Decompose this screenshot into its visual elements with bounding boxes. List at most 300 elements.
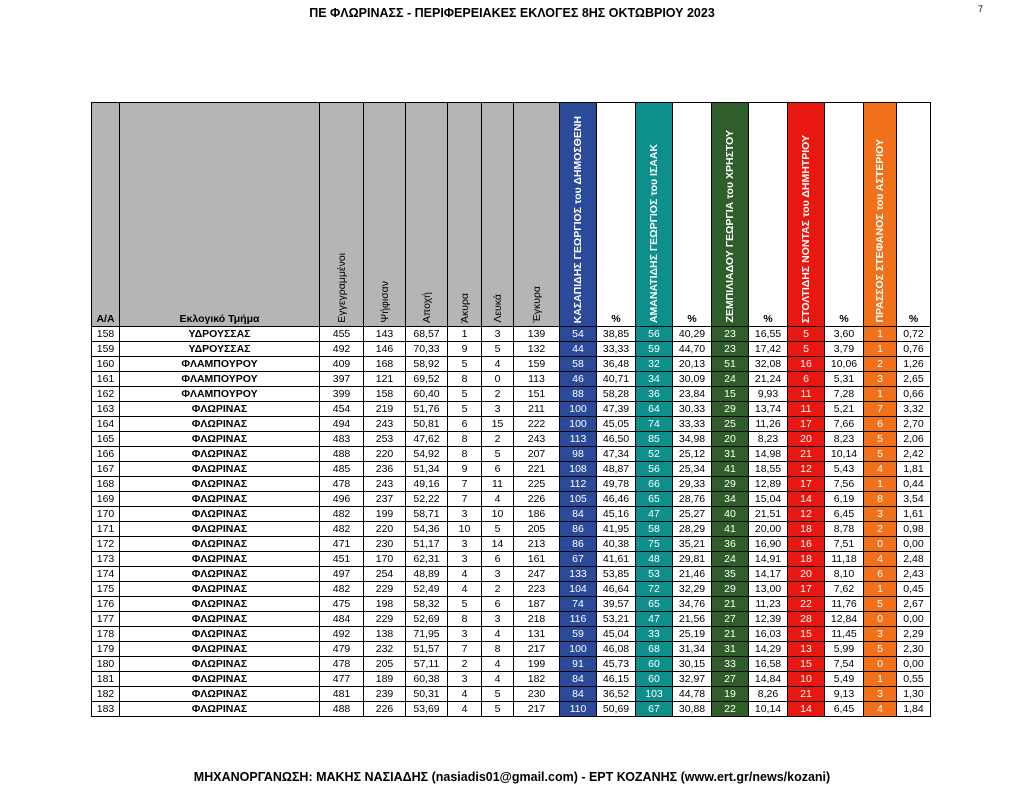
cell-valid: 226 — [514, 492, 560, 507]
cell-candidate-4-percent: 6,45 — [825, 507, 864, 522]
cell-candidate-1-percent: 47,39 — [597, 402, 636, 417]
cell-abstention: 48,89 — [406, 567, 448, 582]
cell-registered: 399 — [320, 387, 364, 402]
cell-candidate-1-votes: 116 — [560, 612, 597, 627]
cell-candidate-3-votes: 33 — [712, 657, 749, 672]
cell-candidate-3-votes: 36 — [712, 537, 749, 552]
cell-candidate-1-percent: 48,87 — [597, 462, 636, 477]
cell-candidate-4-votes: 28 — [788, 612, 825, 627]
cell-invalid: 3 — [448, 672, 482, 687]
cell-abstention: 58,71 — [406, 507, 448, 522]
cell-blank: 3 — [482, 327, 514, 342]
col-header-invalid: Άκυρα — [448, 103, 482, 327]
cell-candidate-5-percent: 1,84 — [897, 702, 931, 717]
cell-candidate-1-votes: 84 — [560, 672, 597, 687]
cell-candidate-3-votes: 25 — [712, 417, 749, 432]
cell-candidate-1-votes: 112 — [560, 477, 597, 492]
cell-abstention: 53,69 — [406, 702, 448, 717]
table-row — [92, 552, 931, 567]
cell-aa: 181 — [92, 672, 120, 687]
cell-invalid: 3 — [448, 627, 482, 642]
cell-candidate-4-votes: 18 — [788, 522, 825, 537]
cell-invalid: 9 — [448, 342, 482, 357]
cell-candidate-5-percent: 0,72 — [897, 327, 931, 342]
cell-blank: 3 — [482, 402, 514, 417]
cell-candidate-2-percent: 23,84 — [673, 387, 712, 402]
cell-candidate-1-votes: 58 — [560, 357, 597, 372]
cell-aa: 166 — [92, 447, 120, 462]
cell-blank: 11 — [482, 477, 514, 492]
cell-candidate-5-votes: 6 — [864, 417, 897, 432]
cell-aa: 160 — [92, 357, 120, 372]
cell-candidate-1-percent: 45,04 — [597, 627, 636, 642]
cell-candidate-1-votes: 98 — [560, 447, 597, 462]
cell-section: ΦΛΩΡΙΝΑΣ — [120, 702, 320, 717]
table-row — [92, 597, 931, 612]
cell-candidate-3-percent: 20,00 — [749, 522, 788, 537]
cell-abstention: 57,11 — [406, 657, 448, 672]
cell-aa: 159 — [92, 342, 120, 357]
cell-section: ΦΛΩΡΙΝΑΣ — [120, 657, 320, 672]
cell-voted: 239 — [364, 687, 406, 702]
cell-candidate-4-percent: 8,23 — [825, 432, 864, 447]
cell-candidate-5-percent: 0,98 — [897, 522, 931, 537]
table-row — [92, 612, 931, 627]
cell-candidate-5-percent: 0,00 — [897, 537, 931, 552]
cell-candidate-3-percent: 16,03 — [749, 627, 788, 642]
cell-candidate-5-percent: 0,00 — [897, 612, 931, 627]
cell-candidate-4-percent: 9,13 — [825, 687, 864, 702]
cell-candidate-5-votes: 5 — [864, 642, 897, 657]
cell-candidate-4-percent: 7,28 — [825, 387, 864, 402]
cell-blank: 5 — [482, 447, 514, 462]
cell-blank: 8 — [482, 642, 514, 657]
cell-invalid: 8 — [448, 612, 482, 627]
cell-blank: 5 — [482, 522, 514, 537]
cell-candidate-3-votes: 24 — [712, 372, 749, 387]
table-row — [92, 657, 931, 672]
cell-abstention: 60,40 — [406, 387, 448, 402]
cell-invalid: 6 — [448, 417, 482, 432]
cell-candidate-2-votes: 53 — [636, 567, 673, 582]
cell-registered: 485 — [320, 462, 364, 477]
col-header-candidate-4: ΣΤΟΛΤΙΔΗΣ ΝΟΝΤΑΣ του ΔΗΜΗΤΡΙΟΥ — [788, 103, 825, 327]
cell-candidate-2-percent: 29,81 — [673, 552, 712, 567]
cell-candidate-5-percent: 1,61 — [897, 507, 931, 522]
cell-candidate-3-percent: 32,08 — [749, 357, 788, 372]
cell-candidate-1-votes: 100 — [560, 642, 597, 657]
cell-candidate-5-votes: 4 — [864, 552, 897, 567]
cell-candidate-3-percent: 8,23 — [749, 432, 788, 447]
cell-registered: 455 — [320, 327, 364, 342]
cell-candidate-1-percent: 53,21 — [597, 612, 636, 627]
cell-abstention: 70,33 — [406, 342, 448, 357]
cell-candidate-1-votes: 113 — [560, 432, 597, 447]
table-row — [92, 417, 931, 432]
cell-voted: 205 — [364, 657, 406, 672]
cell-candidate-1-votes: 86 — [560, 537, 597, 552]
cell-candidate-4-votes: 14 — [788, 492, 825, 507]
col-header-candidate-3: ΖΕΜΠΙΛΙΑΔΟΥ ΓΕΩΡΓΙΑ του ΧΡΗΣΤΟΥ — [712, 103, 749, 327]
cell-valid: 223 — [514, 582, 560, 597]
cell-candidate-2-votes: 52 — [636, 447, 673, 462]
cell-candidate-2-percent: 25,27 — [673, 507, 712, 522]
cell-registered: 497 — [320, 567, 364, 582]
cell-candidate-2-votes: 103 — [636, 687, 673, 702]
cell-valid: 211 — [514, 402, 560, 417]
cell-candidate-3-votes: 34 — [712, 492, 749, 507]
cell-candidate-3-percent: 14,29 — [749, 642, 788, 657]
col-header-candidate-1: ΚΑΣΑΠΙΔΗΣ ΓΕΩΡΓΙΟΣ του ΔΗΜΟΣΘΕΝΗ — [560, 103, 597, 327]
cell-candidate-4-votes: 21 — [788, 447, 825, 462]
cell-candidate-4-votes: 12 — [788, 507, 825, 522]
cell-voted: 220 — [364, 522, 406, 537]
cell-candidate-5-percent: 2,48 — [897, 552, 931, 567]
col-header-aa: Α/Α — [92, 103, 120, 327]
table-body — [92, 327, 931, 717]
cell-candidate-5-percent: 3,32 — [897, 402, 931, 417]
cell-candidate-5-votes: 4 — [864, 462, 897, 477]
cell-invalid: 7 — [448, 642, 482, 657]
cell-candidate-4-percent: 5,31 — [825, 372, 864, 387]
cell-candidate-5-percent: 0,00 — [897, 657, 931, 672]
cell-candidate-2-percent: 30,88 — [673, 702, 712, 717]
cell-voted: 198 — [364, 597, 406, 612]
cell-aa: 161 — [92, 372, 120, 387]
cell-candidate-2-percent: 40,29 — [673, 327, 712, 342]
cell-aa: 170 — [92, 507, 120, 522]
cell-invalid: 1 — [448, 327, 482, 342]
cell-valid: 225 — [514, 477, 560, 492]
cell-invalid: 7 — [448, 477, 482, 492]
cell-section: ΦΛΩΡΙΝΑΣ — [120, 612, 320, 627]
cell-registered: 397 — [320, 372, 364, 387]
cell-candidate-1-percent: 36,52 — [597, 687, 636, 702]
cell-candidate-2-votes: 56 — [636, 327, 673, 342]
cell-candidate-3-percent: 17,42 — [749, 342, 788, 357]
cell-abstention: 52,22 — [406, 492, 448, 507]
cell-aa: 180 — [92, 657, 120, 672]
cell-invalid: 10 — [448, 522, 482, 537]
cell-section: ΦΛΑΜΠΟΥΡΟΥ — [120, 357, 320, 372]
cell-candidate-1-percent: 46,50 — [597, 432, 636, 447]
cell-candidate-2-percent: 25,34 — [673, 462, 712, 477]
cell-blank: 4 — [482, 357, 514, 372]
cell-candidate-4-votes: 5 — [788, 327, 825, 342]
cell-candidate-3-votes: 15 — [712, 387, 749, 402]
cell-candidate-4-votes: 20 — [788, 432, 825, 447]
table-row — [92, 462, 931, 477]
cell-candidate-2-votes: 58 — [636, 522, 673, 537]
cell-candidate-2-votes: 75 — [636, 537, 673, 552]
cell-candidate-5-percent: 2,65 — [897, 372, 931, 387]
table-row — [92, 567, 931, 582]
cell-candidate-4-votes: 17 — [788, 417, 825, 432]
cell-candidate-2-votes: 66 — [636, 477, 673, 492]
cell-candidate-5-votes: 1 — [864, 477, 897, 492]
cell-blank: 4 — [482, 627, 514, 642]
cell-candidate-4-votes: 15 — [788, 657, 825, 672]
col-header-registered: Εγγεγραμμένοι — [320, 103, 364, 327]
table-row — [92, 687, 931, 702]
cell-candidate-2-votes: 36 — [636, 387, 673, 402]
cell-candidate-5-votes: 1 — [864, 582, 897, 597]
cell-candidate-2-percent: 30,09 — [673, 372, 712, 387]
cell-abstention: 68,57 — [406, 327, 448, 342]
cell-candidate-3-percent: 18,55 — [749, 462, 788, 477]
cell-valid: 159 — [514, 357, 560, 372]
cell-candidate-5-votes: 7 — [864, 402, 897, 417]
cell-abstention: 58,92 — [406, 357, 448, 372]
cell-voted: 236 — [364, 462, 406, 477]
cell-registered: 454 — [320, 402, 364, 417]
cell-abstention: 52,69 — [406, 612, 448, 627]
cell-section: ΦΛΑΜΠΟΥΡΟΥ — [120, 387, 320, 402]
cell-aa: 177 — [92, 612, 120, 627]
cell-candidate-3-votes: 29 — [712, 402, 749, 417]
cell-section: ΦΛΩΡΙΝΑΣ — [120, 552, 320, 567]
col-header-percent-2: % — [673, 103, 712, 327]
cell-registered: 482 — [320, 522, 364, 537]
cell-candidate-5-votes: 2 — [864, 357, 897, 372]
cell-invalid: 9 — [448, 462, 482, 477]
cell-candidate-1-percent: 45,05 — [597, 417, 636, 432]
cell-candidate-1-votes: 91 — [560, 657, 597, 672]
cell-candidate-1-percent: 38,85 — [597, 327, 636, 342]
cell-aa: 163 — [92, 402, 120, 417]
cell-voted: 254 — [364, 567, 406, 582]
cell-candidate-1-votes: 84 — [560, 687, 597, 702]
cell-abstention: 47,62 — [406, 432, 448, 447]
cell-aa: 176 — [92, 597, 120, 612]
cell-section: ΦΛΩΡΙΝΑΣ — [120, 642, 320, 657]
cell-invalid: 4 — [448, 582, 482, 597]
cell-candidate-1-percent: 47,34 — [597, 447, 636, 462]
cell-candidate-4-percent: 11,76 — [825, 597, 864, 612]
cell-voted: 158 — [364, 387, 406, 402]
cell-candidate-2-votes: 56 — [636, 462, 673, 477]
page-number: 7 — [978, 4, 984, 14]
cell-section: ΦΛΩΡΙΝΑΣ — [120, 522, 320, 537]
cell-candidate-2-percent: 25,19 — [673, 627, 712, 642]
cell-candidate-5-percent: 0,76 — [897, 342, 931, 357]
cell-blank: 3 — [482, 567, 514, 582]
cell-candidate-4-votes: 6 — [788, 372, 825, 387]
table-row — [92, 477, 931, 492]
cell-blank: 6 — [482, 597, 514, 612]
cell-candidate-3-votes: 29 — [712, 477, 749, 492]
cell-aa: 171 — [92, 522, 120, 537]
cell-candidate-4-percent: 7,62 — [825, 582, 864, 597]
cell-aa: 182 — [92, 687, 120, 702]
table-row — [92, 372, 931, 387]
cell-candidate-2-percent: 20,13 — [673, 357, 712, 372]
col-header-percent-4: % — [825, 103, 864, 327]
table-row — [92, 537, 931, 552]
cell-candidate-3-votes: 20 — [712, 432, 749, 447]
cell-candidate-2-votes: 59 — [636, 342, 673, 357]
cell-blank: 5 — [482, 702, 514, 717]
col-header-percent-3: % — [749, 103, 788, 327]
cell-valid: 221 — [514, 462, 560, 477]
cell-registered: 484 — [320, 612, 364, 627]
cell-candidate-4-percent: 3,79 — [825, 342, 864, 357]
cell-candidate-4-percent: 12,84 — [825, 612, 864, 627]
cell-candidate-2-percent: 21,46 — [673, 567, 712, 582]
cell-candidate-3-percent: 21,24 — [749, 372, 788, 387]
cell-blank: 6 — [482, 552, 514, 567]
cell-abstention: 54,92 — [406, 447, 448, 462]
cell-valid: 205 — [514, 522, 560, 537]
cell-invalid: 3 — [448, 507, 482, 522]
cell-invalid: 4 — [448, 702, 482, 717]
cell-blank: 3 — [482, 612, 514, 627]
cell-candidate-5-votes: 5 — [864, 447, 897, 462]
cell-candidate-2-votes: 64 — [636, 402, 673, 417]
cell-candidate-2-percent: 28,29 — [673, 522, 712, 537]
cell-voted: 226 — [364, 702, 406, 717]
cell-valid: 182 — [514, 672, 560, 687]
cell-candidate-1-percent: 46,46 — [597, 492, 636, 507]
cell-candidate-2-votes: 67 — [636, 702, 673, 717]
cell-candidate-3-percent: 9,93 — [749, 387, 788, 402]
col-header-candidate-2: ΑΜΑΝΑΤΙΔΗΣ ΓΕΩΡΓΙΟΣ του ΙΣΑΑΚ — [636, 103, 673, 327]
cell-candidate-2-votes: 32 — [636, 357, 673, 372]
col-header-voted: Ψήφισαν — [364, 103, 406, 327]
cell-registered: 477 — [320, 672, 364, 687]
cell-abstention: 51,17 — [406, 537, 448, 552]
cell-voted: 199 — [364, 507, 406, 522]
cell-candidate-1-votes: 59 — [560, 627, 597, 642]
cell-candidate-1-percent: 58,28 — [597, 387, 636, 402]
cell-abstention: 60,38 — [406, 672, 448, 687]
cell-candidate-4-percent: 10,06 — [825, 357, 864, 372]
cell-candidate-2-votes: 74 — [636, 417, 673, 432]
cell-candidate-3-percent: 14,91 — [749, 552, 788, 567]
cell-candidate-2-votes: 48 — [636, 552, 673, 567]
cell-valid: 217 — [514, 702, 560, 717]
cell-valid: 222 — [514, 417, 560, 432]
cell-candidate-3-percent: 12,39 — [749, 612, 788, 627]
cell-candidate-5-votes: 8 — [864, 492, 897, 507]
cell-candidate-3-percent: 21,51 — [749, 507, 788, 522]
cell-section: ΦΛΩΡΙΝΑΣ — [120, 672, 320, 687]
cell-candidate-5-percent: 0,44 — [897, 477, 931, 492]
cell-candidate-3-votes: 21 — [712, 597, 749, 612]
cell-candidate-2-votes: 65 — [636, 492, 673, 507]
cell-blank: 4 — [482, 492, 514, 507]
cell-candidate-5-percent: 1,26 — [897, 357, 931, 372]
cell-candidate-4-percent: 7,51 — [825, 537, 864, 552]
cell-voted: 189 — [364, 672, 406, 687]
cell-registered: 488 — [320, 702, 364, 717]
table-row — [92, 447, 931, 462]
cell-candidate-5-percent: 0,66 — [897, 387, 931, 402]
col-header-section: Εκλογικό Τμήμα — [120, 103, 320, 327]
cell-abstention: 51,34 — [406, 462, 448, 477]
cell-candidate-1-votes: 104 — [560, 582, 597, 597]
cell-candidate-1-percent: 45,73 — [597, 657, 636, 672]
cell-blank: 10 — [482, 507, 514, 522]
cell-abstention: 50,31 — [406, 687, 448, 702]
cell-section: ΦΛΩΡΙΝΑΣ — [120, 582, 320, 597]
cell-candidate-5-percent: 2,43 — [897, 567, 931, 582]
cell-candidate-5-percent: 2,29 — [897, 627, 931, 642]
cell-candidate-4-votes: 11 — [788, 387, 825, 402]
cell-registered: 494 — [320, 417, 364, 432]
cell-candidate-3-votes: 23 — [712, 342, 749, 357]
cell-voted: 229 — [364, 582, 406, 597]
cell-candidate-4-percent: 10,14 — [825, 447, 864, 462]
cell-candidate-1-votes: 108 — [560, 462, 597, 477]
cell-voted: 230 — [364, 537, 406, 552]
cell-candidate-2-votes: 68 — [636, 642, 673, 657]
cell-blank: 6 — [482, 462, 514, 477]
cell-voted: 143 — [364, 327, 406, 342]
cell-candidate-5-votes: 1 — [864, 672, 897, 687]
cell-candidate-5-votes: 0 — [864, 612, 897, 627]
cell-blank: 5 — [482, 687, 514, 702]
cell-candidate-1-percent: 46,15 — [597, 672, 636, 687]
cell-candidate-4-percent: 8,78 — [825, 522, 864, 537]
cell-aa: 172 — [92, 537, 120, 552]
cell-candidate-4-votes: 5 — [788, 342, 825, 357]
cell-candidate-1-percent: 53,85 — [597, 567, 636, 582]
cell-candidate-5-votes: 3 — [864, 372, 897, 387]
cell-candidate-2-votes: 72 — [636, 582, 673, 597]
cell-voted: 138 — [364, 627, 406, 642]
cell-aa: 169 — [92, 492, 120, 507]
cell-valid: 161 — [514, 552, 560, 567]
cell-section: ΦΛΩΡΙΝΑΣ — [120, 432, 320, 447]
cell-candidate-1-percent: 40,38 — [597, 537, 636, 552]
cell-valid: 186 — [514, 507, 560, 522]
cell-registered: 481 — [320, 687, 364, 702]
cell-candidate-4-percent: 5,43 — [825, 462, 864, 477]
cell-candidate-5-percent: 2,30 — [897, 642, 931, 657]
cell-invalid: 3 — [448, 537, 482, 552]
cell-blank: 0 — [482, 372, 514, 387]
results-table — [91, 102, 931, 717]
cell-candidate-5-votes: 5 — [864, 597, 897, 612]
cell-valid: 132 — [514, 342, 560, 357]
cell-candidate-5-percent: 1,81 — [897, 462, 931, 477]
cell-candidate-4-percent: 7,66 — [825, 417, 864, 432]
cell-candidate-3-votes: 31 — [712, 447, 749, 462]
cell-invalid: 8 — [448, 372, 482, 387]
cell-section: ΥΔΡΟΥΣΣΑΣ — [120, 327, 320, 342]
footer-credit: ΜΗΧΑΝΟΡΓΑΝΩΣΗ: ΜΑΚΗΣ ΝΑΣΙΑΔΗΣ (nasiadis01@gmail.com) - ΕΡΤ ΚΟΖΑΝΗΣ (www.ert.gr/news/kozani) — [193, 770, 831, 784]
cell-candidate-3-votes: 41 — [712, 522, 749, 537]
cell-valid: 207 — [514, 447, 560, 462]
table-row — [92, 672, 931, 687]
cell-registered: 471 — [320, 537, 364, 552]
cell-valid: 213 — [514, 537, 560, 552]
cell-section: ΦΛΩΡΙΝΑΣ — [120, 462, 320, 477]
cell-voted: 220 — [364, 447, 406, 462]
cell-candidate-5-votes: 1 — [864, 327, 897, 342]
cell-valid: 151 — [514, 387, 560, 402]
cell-registered: 496 — [320, 492, 364, 507]
cell-candidate-2-percent: 34,98 — [673, 432, 712, 447]
cell-voted: 253 — [364, 432, 406, 447]
col-header-abstention: Αποχή — [406, 103, 448, 327]
cell-candidate-1-votes: 54 — [560, 327, 597, 342]
cell-candidate-5-votes: 2 — [864, 522, 897, 537]
cell-candidate-4-votes: 12 — [788, 462, 825, 477]
cell-invalid: 3 — [448, 552, 482, 567]
cell-candidate-5-percent: 2,67 — [897, 597, 931, 612]
